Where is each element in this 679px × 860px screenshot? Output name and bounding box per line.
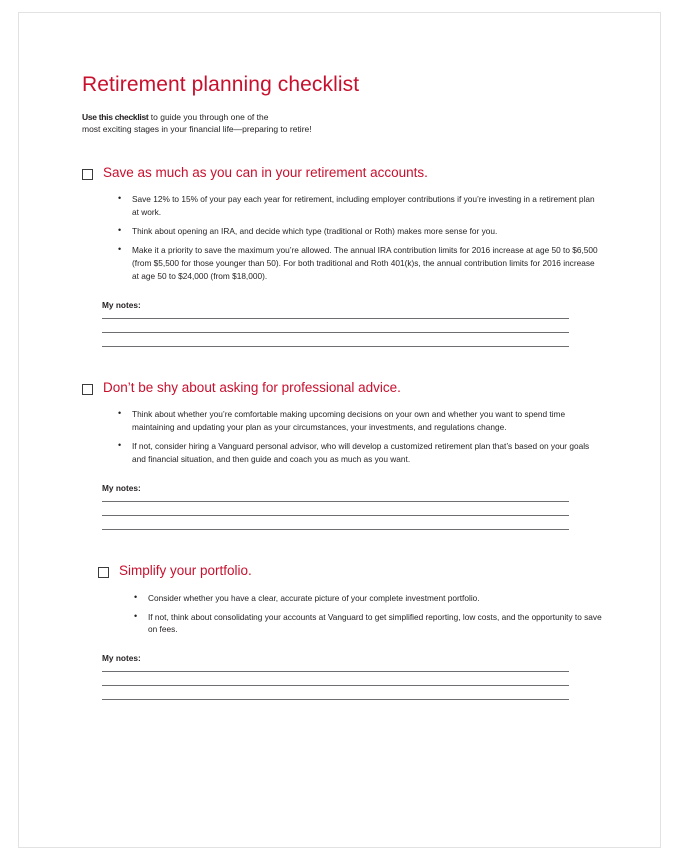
notes-block xyxy=(102,653,602,700)
note-line[interactable] xyxy=(102,699,569,700)
checkbox-icon[interactable] xyxy=(82,384,93,395)
intro-text-rest: to guide you through one of the xyxy=(148,112,269,122)
page-title: Retirement planning checklist xyxy=(82,73,360,96)
bullet-list xyxy=(134,592,602,637)
bullet-list xyxy=(118,193,602,282)
section-header[interactable] xyxy=(82,166,602,181)
list-item: • Make it a priority to save the maximum you’re allowed. The annual IRA contribution limits for 2016 increase at age 50 to $6,500 (from $5,500 for those younger than 50). For both traditional and Roth 401(k)s, the annual contribution limits for 2016 increase at age 50 to $24,000 (from $18,000). xyxy=(118,244,602,283)
list-item: • Think about opening an IRA, and decide which type (traditional or Roth) makes more sense for you. xyxy=(118,225,602,238)
document-content xyxy=(82,73,602,726)
checkbox-icon[interactable] xyxy=(98,567,109,578)
intro-text-line2: most exciting stages in your financial life—preparing to retire! xyxy=(82,124,312,135)
bullet-list xyxy=(118,408,602,465)
list-item: • If not, consider hiring a Vanguard personal advisor, who will develop a customized retirement plan that’s based on your goals and financial situation, and then guide and coach you as much as you want. xyxy=(118,440,602,466)
note-line[interactable] xyxy=(102,685,569,686)
note-line[interactable] xyxy=(102,501,569,502)
section-header[interactable] xyxy=(82,381,602,396)
note-line[interactable] xyxy=(102,515,569,516)
section-title: Save as much as you can in your retirement accounts. xyxy=(103,164,428,180)
note-line[interactable] xyxy=(102,332,569,333)
list-item: • Think about whether you’re comfortable making upcoming decisions on your own and whether you want to spend time maintaining and updating your plan as your circumstances, your investments, and regulations change. xyxy=(118,408,602,434)
checklist-section-2 xyxy=(82,381,602,530)
notes-label: My notes: xyxy=(102,653,141,664)
note-line[interactable] xyxy=(102,529,569,530)
note-line[interactable] xyxy=(102,318,569,319)
intro-bold-lead: Use this checklist xyxy=(82,112,149,122)
document-page xyxy=(18,12,661,848)
notes-label: My notes: xyxy=(102,299,141,310)
notes-block xyxy=(102,300,602,347)
section-title: Simplify your portfolio. xyxy=(119,562,252,578)
note-line[interactable] xyxy=(102,671,569,672)
notes-label: My notes: xyxy=(102,482,141,493)
intro-paragraph xyxy=(82,111,382,136)
checklist-section-1 xyxy=(82,166,602,347)
section-header[interactable] xyxy=(98,564,602,579)
section-title: Don’t be shy about asking for professional advice. xyxy=(103,379,401,395)
list-item: • Save 12% to 15% of your pay each year for retirement, including employer contributions if you’re investing in a retirement plan at work. xyxy=(118,193,602,219)
notes-block xyxy=(102,483,602,530)
note-line[interactable] xyxy=(102,346,569,347)
checklist-section-3 xyxy=(82,564,602,700)
list-item: • Consider whether you have a clear, accurate picture of your complete investment portfolio. xyxy=(134,592,602,605)
checkbox-icon[interactable] xyxy=(82,169,93,180)
list-item: • If not, think about consolidating your accounts at Vanguard to get simplified reporting, low costs, and the opportunity to save on fees. xyxy=(134,611,602,637)
